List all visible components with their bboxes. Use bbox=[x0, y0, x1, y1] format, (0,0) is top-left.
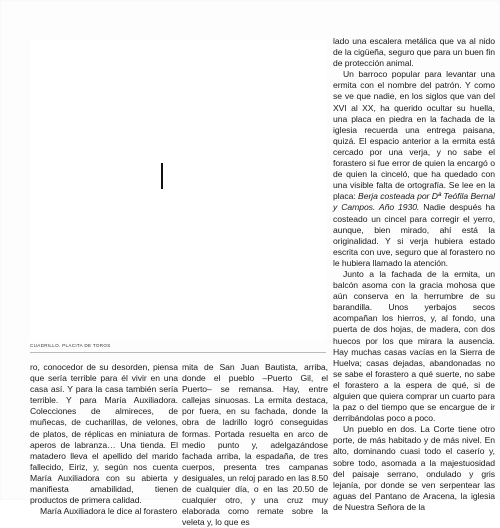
paragraph-maria: María Auxiliadora le dice al forastero bbox=[40, 506, 178, 517]
bottom-left-text-column bbox=[30, 362, 178, 517]
paragraph-pueblo: Un pueblo en dos. La Corte tiene otro porte, de más habitado y de más nivel. En alto, dominando cuasi todo el caserío y, sobre todo, asomada a la majestuosidad del paisaje serrano, ondulado y gris lejanía, por donde se ven serpentear las aguas del Pantano de Aracena, la iglesia de Nuestra Señora de la bbox=[333, 424, 495, 512]
photo-placeholder bbox=[30, 40, 326, 340]
vertical-mark bbox=[161, 163, 163, 189]
right-text-column bbox=[333, 36, 495, 513]
paragraph-desorden: ro, conocedor de su desorden, piensa que sería terrible para él vivir en una casa así. Y para la casa también sería terrible. Y para María Auxiliadora. Colecciones de almireces, de muñecas, de cucharillas, de velones, de platos, de réplicas en miniatura de aperos de labranza… Una tienda. El matadero lleva el apellido del marido fallecido, Eiriz, y, según nos cuenta María Auxiliadora con su abierta y manifiesta amabilidad, tienen productos de primera calidad. bbox=[30, 362, 178, 506]
bottom-middle-text-column bbox=[182, 362, 328, 528]
paragraph-ermita bbox=[333, 69, 495, 269]
photo-caption: CUADRILLO. PLACITA DE TOROS bbox=[30, 343, 111, 348]
caption-divider bbox=[30, 352, 326, 353]
intro-line: buen fin de protección animal. bbox=[333, 47, 495, 69]
paragraph-text: Un barroco popular para levantar una ermita con el nombre del patrón. Y como se ve que nadie, en los siglos que van del XVI al XX, ha querido ocultar su huella, una placa en piedra en la fachada de la iglesia recuerda una entrega paisana, quizá. El espacio anterior a la ermita está cercado por una verja, y no sabe el forastero si fue error de quien la encargó o de quien la cinceló, que ha quedado con una visible falta de ortografía. Se lee en la placa: bbox=[333, 69, 495, 202]
paragraph-text: Nadie después ha costeado un cincel para corregir el yerro, aunque, bien mirado, ahí está la originalidad. Y si verja hubiera estado escrita con uve, seguro que al forastero no le hubiera llamado la atención. bbox=[333, 202, 496, 268]
intro-line: de la cigüeña, seguro que para un bbox=[333, 47, 463, 58]
placa-inscription: Berja costeada por Dª Teófila Bernal y Campos. Año 1930. bbox=[333, 191, 495, 213]
paragraph-balcon: Junto a la fachada de la ermita, un balcón asoma con la gracia mohosa que aún conserva en la herrumbre de su barandilla. Unos yerbajos secos acompañan los hierros, y, al fondo, una puerta de dos hojas, de madera, con dos huecos por los que mirara la ausencia. Hay muchas casas vacías en la Sierra de Huelva; casas dejadas, abandonadas no se sabe el forastero a qué suerte, no sabe el forastero a la espera de qué, si de alguien que quiera comprar un cuarto para la paz o del tiempo que se encargue de ir derribándolas poco a poco. bbox=[333, 268, 495, 424]
intro-paragraph bbox=[333, 36, 495, 69]
paragraph-san-juan: mita de San Juan Bautista, arriba, donde el pueblo –Puerto Gil, el Puerto– se remansa. Hay, entre callejas sinuosas. La ermita destaca, por fuera, en su fachada, donde la obra de ladrillo logró conseguidas formas. Portada resuelta en arco de medio punto y, adelgazándose fachada arriba, la espadaña, de tres cuerpos, presenta tres campanas desiguales, un reloj parado en las 8.50 de cualquier día, o en las 20.50 de cualquier otro, y una cruz muy elaborada como remate sobre la veleta y, lo que es bbox=[182, 362, 328, 528]
intro-line: lado una escalera metálica que va al nido bbox=[333, 36, 495, 46]
